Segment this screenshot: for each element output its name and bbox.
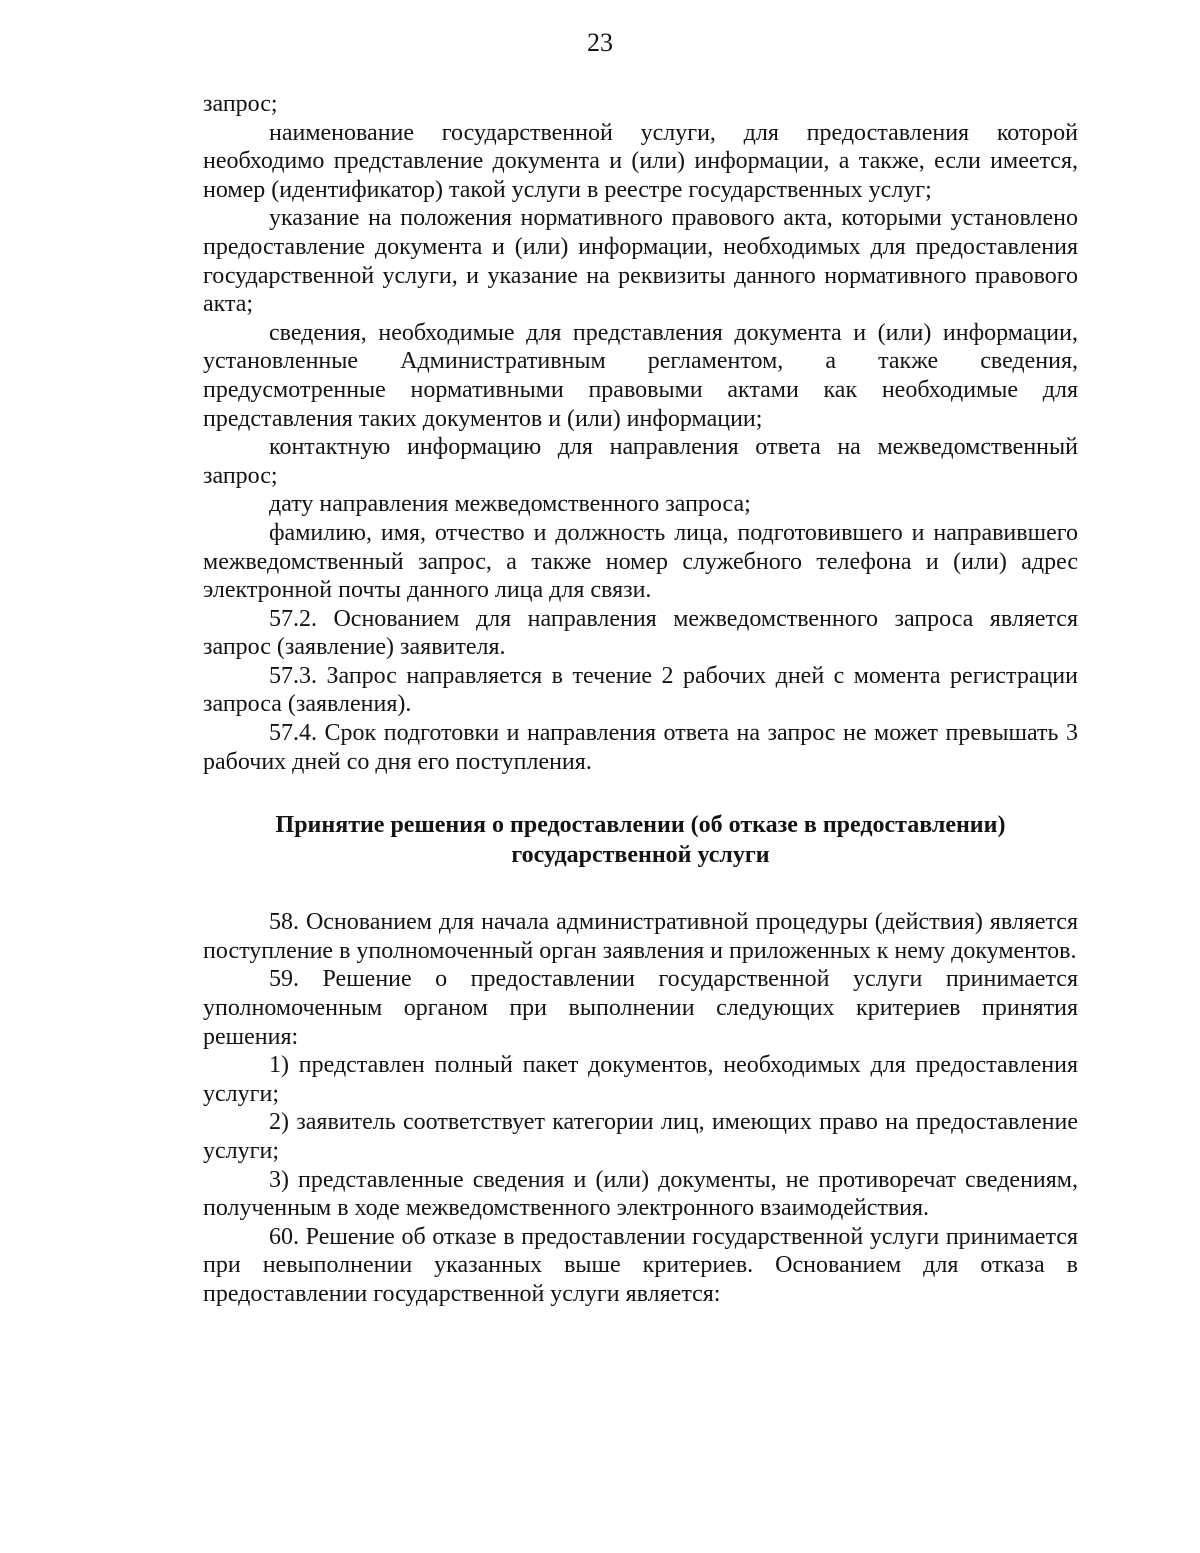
page-number: 23 (587, 28, 613, 57)
paragraph: дату направления межведомственного запроса; (269, 491, 751, 518)
paragraph: 57.3. Запрос направляется в течение 2 рабочих дней с момента регистрации запроса (заявления). (203, 662, 1078, 718)
paragraph: 57.2. Основанием для направления межведомственного запроса является запрос (заявление) заявителя. (203, 605, 1078, 661)
paragraph: 2) заявитель соответствует категории лиц, имеющих право на предоставление услуги; (203, 1109, 1078, 1164)
paragraph: фамилию, имя, отчество и должность лица, подготовившего и направившего межведомственный запрос, а также номер служебного телефона и (или) адрес электронной почты данного лица для связи. (203, 519, 1078, 604)
paragraph: сведения, необходимые для представления документа и (или) информации, установленные Административным регламентом, а также сведения, предусмотренные нормативными правовыми актами как необходимые для представления таких документов и (или) информации; (203, 319, 1078, 432)
paragraph: 58. Основанием для начала административной процедуры (действия) является поступление в уполномоченный орган заявления и приложенных к нему документов. (203, 909, 1078, 964)
paragraph: 60. Решение об отказе в предоставлении государственной услуги принимается при невыполнении указанных выше критериев. Основанием для отказа в предоставлении государственной услуги является: (203, 1223, 1078, 1307)
paragraph: контактную информацию для направления ответа на межведомственный запрос; (203, 434, 1078, 489)
section-heading: Принятие решения о предоставлении (об отказе в предоставлении) государственной услуги (275, 812, 1006, 869)
paragraph: 59. Решение о предоставлении государственной услуги принимается уполномоченным органом при выполнении следующих критериев принятия решения: (203, 966, 1078, 1050)
paragraphs-after-heading (203, 908, 1078, 1308)
paragraph: запрос; (203, 91, 278, 117)
paragraph: указание на положения нормативного правового акта, которыми установлено предоставление документа и (или) информации, необходимых для предоставления государственной услуги, и указание на реквизиты данного нормативного правового акта; (203, 205, 1078, 318)
paragraph: 1) представлен полный пакет документов, необходимых для предоставления услуги; (203, 1052, 1078, 1107)
document-body (203, 90, 1078, 1309)
paragraphs-before-heading (203, 90, 1078, 776)
paragraph: 3) представленные сведения и (или) документы, не противоречат сведениям, полученным в ходе межведомственного электронного взаимодействия. (203, 1166, 1078, 1222)
paragraph: наименование государственной услуги, для предоставления которой необходимо представление документа и (или) информации, а также, если имеется, номер (идентификатор) такой услуги в реестре государственных услуг; (203, 119, 1078, 203)
paragraph: 57.4. Срок подготовки и направления ответа на запрос не может превышать 3 рабочих дней со дня его поступления. (203, 720, 1078, 775)
